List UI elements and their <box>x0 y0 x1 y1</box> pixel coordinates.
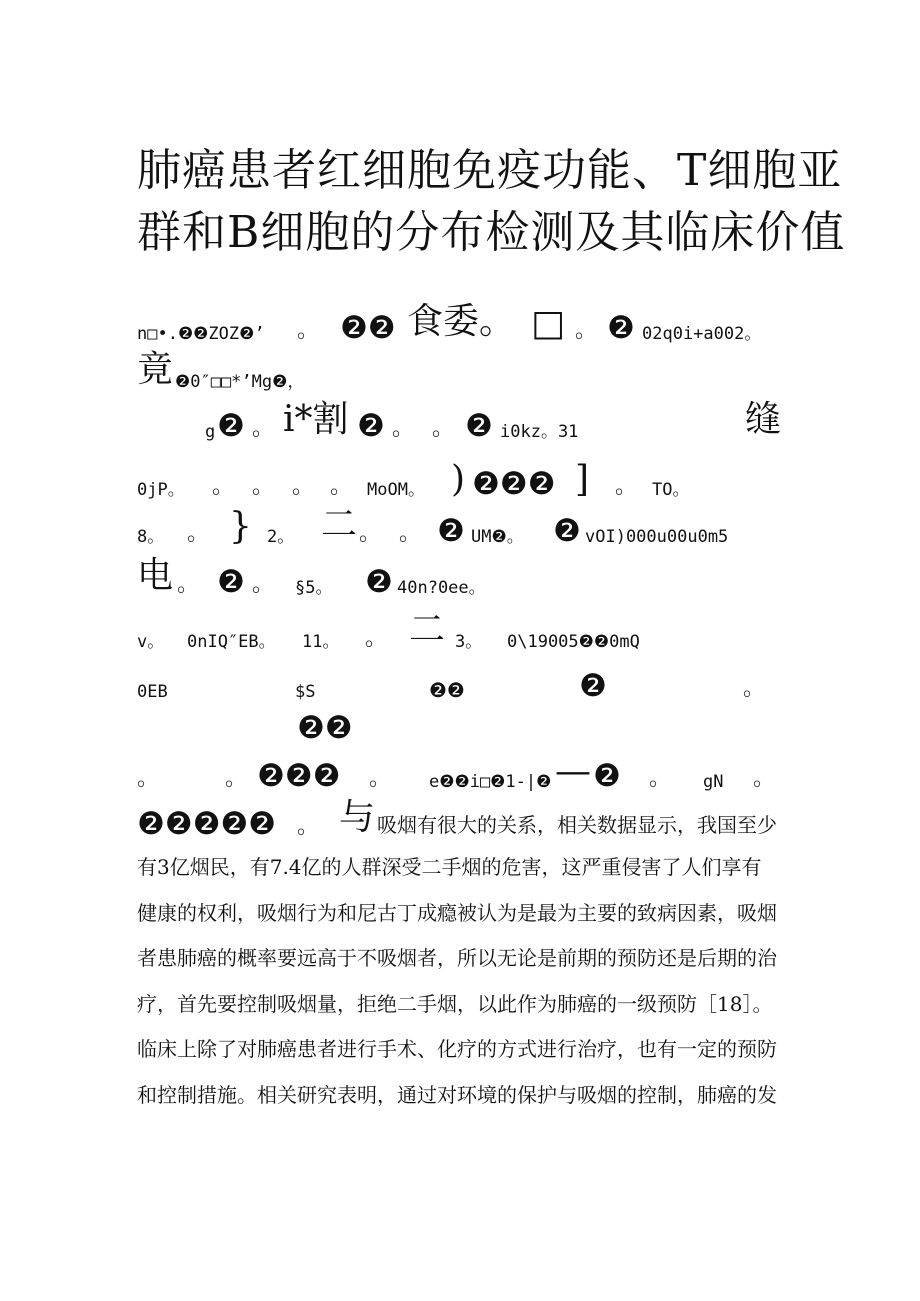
circle-glyph: ❷ <box>365 564 393 600</box>
garbled-text: g <box>205 422 216 442</box>
circle-glyph: ❷ <box>217 564 245 600</box>
garbled-text: 。 <box>252 474 275 499</box>
garbled-line-2 <box>137 350 797 396</box>
garbled-text: 。 <box>365 626 388 651</box>
garbled-text: i0kz。31 <box>500 422 579 442</box>
circle-glyph: ❷ <box>579 668 607 704</box>
body-text-start: 吸烟有很大的关系，相关数据显示，我国至少 <box>377 813 777 837</box>
garbled-line-3 <box>137 400 797 446</box>
garbled-text: ) <box>451 459 466 500</box>
circle-glyph: ❷ <box>465 408 493 444</box>
garbled-text: 电 <box>137 555 174 596</box>
circle-glyph: ❷❷ <box>429 678 465 702</box>
circle-glyph: ❷ <box>593 758 621 794</box>
garbled-line-11 <box>137 798 797 844</box>
garbled-text: — <box>555 751 591 792</box>
garbled-text: 。 <box>187 521 210 546</box>
garbled-text: 3。 <box>455 632 483 652</box>
circle-glyph: ❷ <box>357 408 385 444</box>
garbled-text: 缝 <box>745 399 782 440</box>
garbled-text: 。 <box>392 416 415 441</box>
garbled-text: 。 <box>649 766 672 791</box>
garbled-line-5 <box>137 505 797 551</box>
circle-glyph: ❷❷❷ <box>257 758 341 794</box>
garbled-line-1 <box>137 302 797 348</box>
body-line: 者患肺癌的概率要远高于不吸烟者，所以无论是前期的预防还是后期的治 <box>137 946 777 970</box>
garbled-text: 。 <box>225 766 248 791</box>
garbled-text: UM❷。 <box>471 527 524 547</box>
title-line-1: 肺癌患者红细胞免疫功能、T细胞亚 <box>137 145 843 196</box>
circle-glyph: ❷❷❷ <box>472 466 556 502</box>
garbled-text: 。 <box>177 572 200 597</box>
garbled-text: 02q0i+a002。 <box>642 324 762 344</box>
garbled-text: v。 <box>137 632 165 652</box>
garbled-text: 。 <box>297 318 320 343</box>
garbled-text: MoOM。 <box>367 480 425 500</box>
body-line: 有3亿烟民，有7.4亿的人群深受二手烟的危害，这严重侵害了人们享有 <box>137 855 762 879</box>
body-line: 和控制措施。相关研究表明，通过对环境的保护与吸烟的控制，肺癌的发 <box>137 1082 777 1107</box>
garbled-line-9 <box>137 702 797 748</box>
garbled-text: 。 <box>330 474 353 499</box>
garbled-text: TO。 <box>652 480 690 500</box>
garbled-text: □ <box>531 303 566 344</box>
garbled-line-10 <box>137 750 797 796</box>
body-paragraph <box>137 845 797 1118</box>
garbled-text: 。 <box>575 318 598 343</box>
garbled-text: 。 <box>615 474 638 499</box>
garbled-text: 二 <box>321 504 358 545</box>
garbled-text: 0EB <box>137 682 168 702</box>
body-line: 疗，首先要控制吸烟量，拒绝二手烟，以此作为肺癌的一级预防［18］。 <box>137 991 773 1016</box>
garbled-text: 0\19005❷❷0mQ <box>507 632 640 652</box>
garbled-text: 8。 <box>137 527 165 547</box>
garbled-line-4 <box>137 458 797 504</box>
garbled-text: 0jP。 <box>137 480 185 500</box>
garbled-text: gN <box>703 772 724 792</box>
garbled-text: 。 <box>399 521 422 546</box>
garbled-line-8 <box>137 660 797 706</box>
circle-glyph: ❷❷ <box>297 710 353 746</box>
garbled-text: 。 <box>137 766 160 791</box>
garbled-text: 。 <box>753 766 776 791</box>
circle-glyph: ❷❷ <box>340 310 396 346</box>
garbled-text: ❷0″□□*’Mg❷， <box>175 372 305 392</box>
circle-glyph: ❷ <box>437 513 465 549</box>
page-title <box>137 140 846 264</box>
circle-glyph: ❷ <box>607 310 635 346</box>
garbled-text: e❷❷i□❷1-|❷ <box>429 772 552 792</box>
garbled-text: 食委。 <box>407 301 516 342</box>
title-line-2: 群和B细胞的分布检测及其临床价值 <box>137 207 846 258</box>
garbled-text: 。 <box>212 474 235 499</box>
garbled-text: §5。 <box>295 578 333 598</box>
circle-glyph: ❷ <box>553 513 581 549</box>
garbled-text: $S <box>295 682 316 702</box>
garbled-text: 。 <box>252 572 275 597</box>
circle-glyph: ❷ <box>217 408 245 444</box>
garbled-text: ] <box>575 459 590 500</box>
garbled-text: 11。 <box>302 632 340 652</box>
garbled-line-6 <box>137 556 797 602</box>
garbled-text: 。 <box>292 474 315 499</box>
garbled-line-7 <box>137 610 797 656</box>
garbled-text: 竟 <box>137 349 174 390</box>
garbled-text: 0nIQ″EB。 <box>187 632 276 652</box>
garbled-text: 。 <box>369 766 392 791</box>
garbled-text: } <box>229 506 252 547</box>
garbled-text: 与 <box>339 797 376 838</box>
body-line: 健康的权利，吸烟行为和尼古丁成瘾被认为是最为主要的致病因素，吸烟 <box>137 900 777 925</box>
garbled-text: 。 <box>359 521 382 546</box>
garbled-text: n□•.❷❷ZOZ❷’ <box>137 324 265 344</box>
garbled-text: 。 <box>297 814 320 839</box>
garbled-text: 二 <box>409 609 446 650</box>
garbled-text: vOI)000u00u0m5 <box>585 527 729 547</box>
garbled-text: 。 <box>252 416 275 441</box>
circle-glyph: ❷❷❷❷❷ <box>137 806 276 842</box>
body-line: 临床上除了对肺癌患者进行手术、化疗的方式进行治疗，也有一定的预防 <box>137 1037 777 1061</box>
garbled-text: 40n?0ee。 <box>397 578 486 598</box>
garbled-text: 。 <box>743 676 766 701</box>
garbled-text: i*割 <box>283 399 349 440</box>
garbled-text: 2。 <box>267 527 295 547</box>
garbled-text: 。 <box>432 416 455 441</box>
